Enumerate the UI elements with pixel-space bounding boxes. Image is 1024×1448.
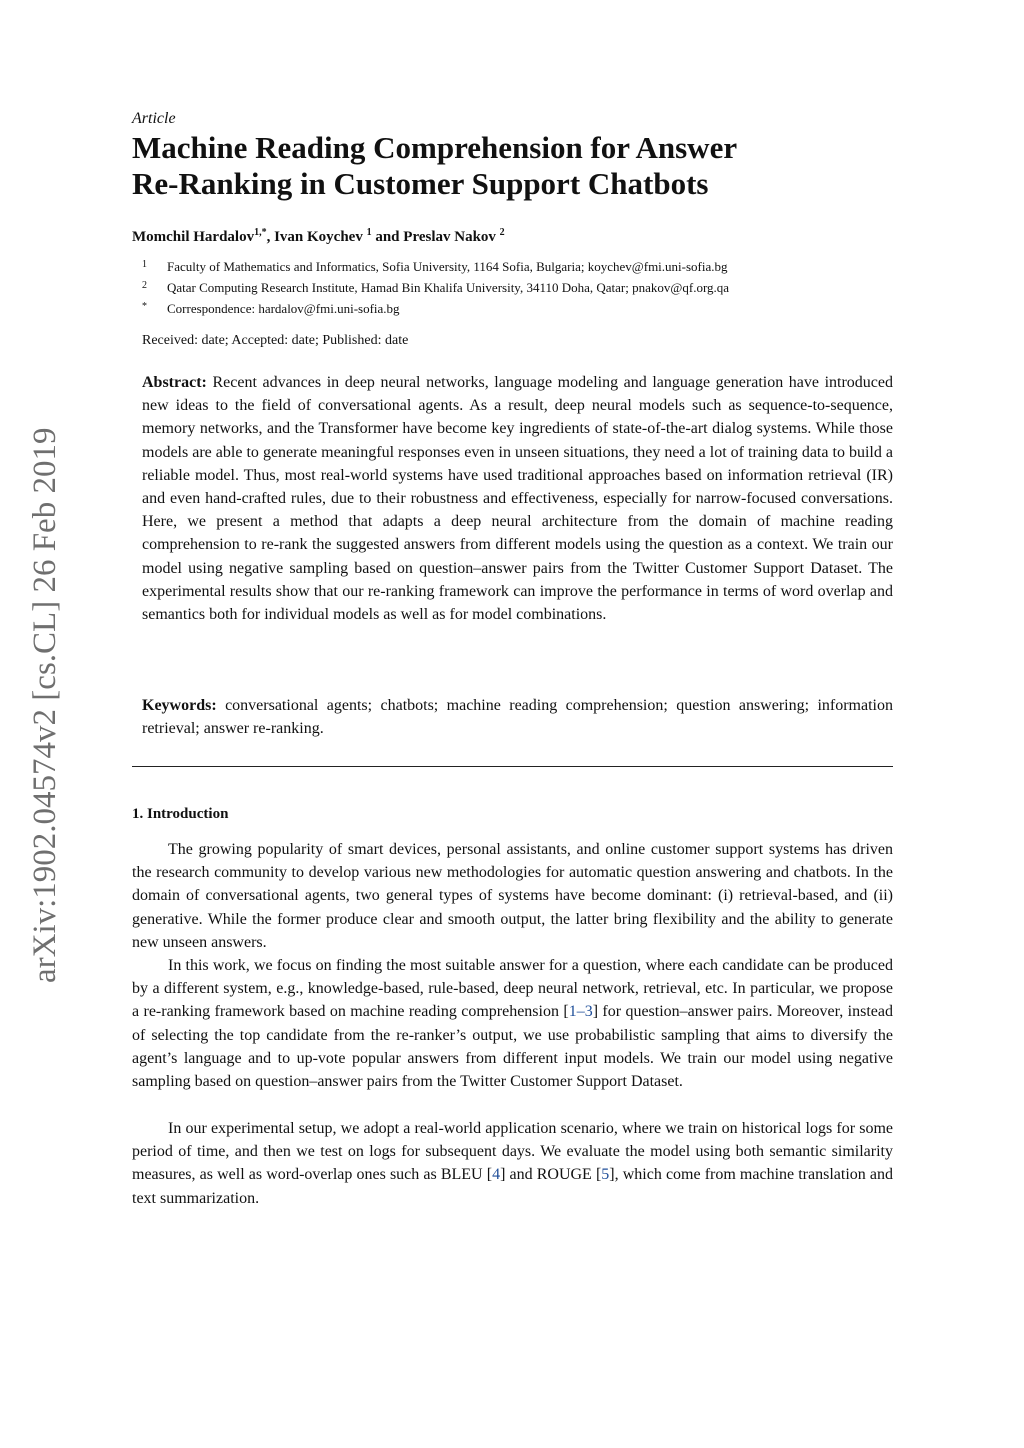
paragraph-text: ], which come from machine translation and text summarization. xyxy=(132,1166,893,1207)
paper-title-line-1: Machine Reading Comprehension for Answer xyxy=(132,130,738,165)
citation-link[interactable]: 1 xyxy=(568,1003,577,1021)
citation-range-dash: – xyxy=(576,1003,585,1021)
affiliation-mark: 1 xyxy=(142,259,147,270)
author-separator: , xyxy=(266,229,275,245)
section-divider xyxy=(132,766,893,767)
abstract-label: Abstract: xyxy=(142,374,207,391)
intro-paragraph-2 xyxy=(132,954,893,1093)
citation-link[interactable]: 5 xyxy=(601,1166,610,1184)
author-name: Ivan Koychev xyxy=(274,229,363,245)
abstract xyxy=(142,371,893,626)
intro-paragraph-1: The growing popularity of smart devices, personal assistants, and online customer support systems has driven the research community to develop various new methodologies for automatic question answering and chatbots. In the domain of conversational agents, two general types of systems have become dominant: (i) retrieval-based, and (ii) generative. While the former produce clear and smooth output, the latter bring flexibility and the ability to generate new unseen answers. xyxy=(132,841,893,951)
paragraph-text: In this work, we focus on finding the most suitable answer for a question, where each candidate can be produced by a different system, e.g., knowledge-based, rule-based, deep neural network, retrieval, etc. In particular, we propose a re-ranking framework based on machine reading comprehension [ xyxy=(132,957,893,1021)
affiliation-item xyxy=(142,301,400,317)
paragraph-text: ] and ROUGE [ xyxy=(500,1166,602,1184)
affiliation-item xyxy=(142,259,728,275)
paper-title xyxy=(132,130,737,202)
affiliation-mark: * xyxy=(142,301,147,312)
abstract-text: Recent advances in deep neural networks, language modeling and language generation have introduced new ideas to the field of conversational agents. As a result, deep neural models such as sequence-to-sequence, memory networks, and the Transformer have become key ingredients of state-of-the-art dialog systems. While those models are able to generate meaningful responses even in unseen situations, they need a lot of training data to build a reliable model. Thus, most real-world systems have used traditional approaches based on information retrieval (IR) and even hand-crafted rules, due to their robustness and effectiveness, especially for narrow-focused conversations. Here, we present a method that adapts a deep neural architecture from the domain of machine reading comprehension to re-rank the suggested answers from different models using the question as a context. We train our model using negative sampling based on question–answer pairs from the Twitter Customer Support Dataset. The experimental results show that our re-ranking framework can improve the performance in terms of word overlap and semantics both for individual models as well as for model combinations. xyxy=(142,374,894,624)
citation-link[interactable]: 4 xyxy=(492,1166,501,1184)
citation-link[interactable]: 3 xyxy=(584,1003,593,1021)
affiliation-mark: 2 xyxy=(142,280,147,291)
affiliation-text: Qatar Computing Research Institute, Hamad Bin Khalifa University, 34110 Doha, Qatar; pnakov@qf.org.qa xyxy=(167,280,730,295)
affiliation-text: Correspondence: hardalov@fmi.uni-sofia.bg xyxy=(167,301,400,316)
paper-title-line-2: Re-Ranking in Customer Support Chatbots xyxy=(132,166,709,201)
author-name: Preslav Nakov xyxy=(403,229,496,245)
arxiv-identifier: arXiv:1902.04574v2 [cs.CL] 26 Feb 2019 xyxy=(27,427,63,983)
author-affiliation-mark: 2 xyxy=(499,227,505,238)
author-affiliation-mark: 1 xyxy=(366,227,372,238)
keywords-text: conversational agents; chatbots; machine reading comprehension; question answering; information retrieval; answer re-ranking. xyxy=(142,697,893,738)
paragraph-text: ] for question–answer pairs. Moreover, instead of selecting the top candidate from the re-ranker’s output, we use probabilistic sampling that aims to diversify the agent’s language and to up-vote popular answers from different input models. We train our model using negative sampling based on question–answer pairs from the Twitter Customer Support Dataset. xyxy=(132,1003,893,1091)
author-name: Momchil Hardalov xyxy=(132,229,255,245)
paragraph-text: In our experimental setup, we adopt a real-world application scenario, where we train on historical logs for some period of time, and then we test on logs for subsequent days. We evaluate the model using both semantic similarity measures, as well as word-overlap ones such as BLEU [ xyxy=(132,1120,893,1184)
intro-paragraph-3 xyxy=(132,1117,893,1210)
author-list xyxy=(132,227,505,246)
article-type-label: Article xyxy=(132,110,176,127)
publication-dates: Received: date; Accepted: date; Published: date xyxy=(142,333,409,348)
author-separator: and xyxy=(371,229,404,245)
section-heading-introduction: 1. Introduction xyxy=(132,806,229,822)
keywords xyxy=(142,694,893,740)
affiliation-item xyxy=(142,280,729,296)
author-affiliation-mark: 1,* xyxy=(254,227,267,238)
affiliation-text: Faculty of Mathematics and Informatics, Sofia University, 1164 Sofia, Bulgaria; koychev@fmi.uni-sofia.bg xyxy=(167,259,728,274)
keywords-label: Keywords: xyxy=(142,697,217,714)
